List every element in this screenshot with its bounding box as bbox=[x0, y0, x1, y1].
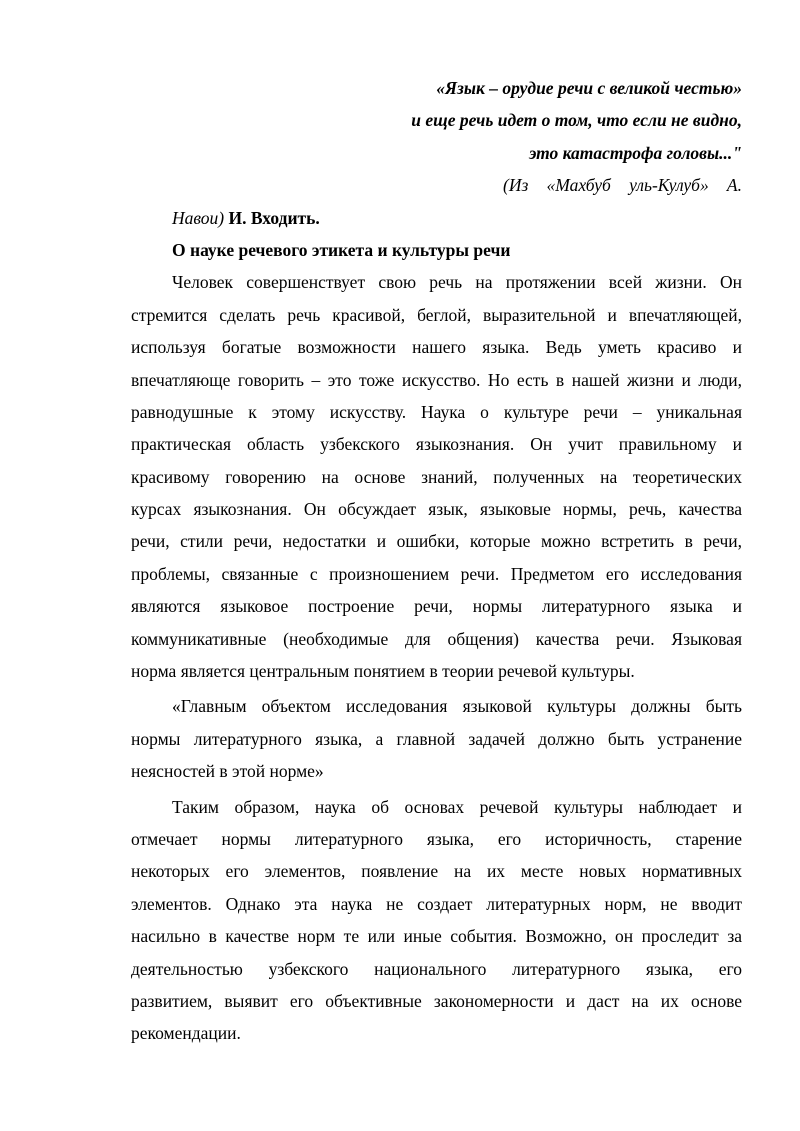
paragraph-line: деятельностью узбекского национального литературного языка, его bbox=[131, 958, 742, 979]
paragraph-line: практическая область узбекского языкознания. Он учит правильному и bbox=[131, 434, 742, 455]
paragraph-line: равнодушные к этому искусству. Наука о культуре речи – уникальная bbox=[131, 401, 742, 422]
paragraph-line: Таким образом, наука об основах речевой культуры наблюдает и bbox=[172, 796, 742, 817]
paragraph-line: норма является центральным понятием в теории речевой культуры. bbox=[131, 661, 635, 682]
paragraph-2 bbox=[131, 690, 742, 787]
paragraph-line: развитием, выявит его объективные закономерности и даст на их основе bbox=[131, 990, 742, 1011]
paragraph-line: отмечает нормы литературного языка, его историчность, старение bbox=[131, 828, 742, 849]
epigraph-line-1: «Язык – орудие речи с великой честью» bbox=[436, 78, 742, 98]
epigraph-line-2: и еще речь идет о том, что если не видно, bbox=[411, 110, 742, 131]
epigraph-source-cont: Навои) bbox=[172, 207, 225, 228]
paragraph-line: некоторых его элементов, появление на их месте новых нормативных bbox=[131, 861, 742, 882]
paragraph-line: являются языковое построение речи, нормы литературного языка и bbox=[131, 596, 742, 617]
paragraph-line: рекомендации. bbox=[131, 1023, 241, 1044]
paragraph-line: впечатляюще говорить – это тоже искусство. Но есть в нашей жизни и люди, bbox=[131, 369, 742, 390]
intro-heading-line bbox=[131, 202, 742, 234]
paragraph-line: стремится сделать речь красивой, беглой, выразительной и впечатляющей, bbox=[131, 304, 742, 325]
paragraph-line: нормы литературного языка, а главной задачей должно быть устранение bbox=[131, 728, 742, 749]
paragraph-line: курсах языкознания. Он обсуждает язык, языковые нормы, речь, качества bbox=[131, 499, 742, 520]
paragraph-line: насильно в качестве норм те или иные события. Возможно, он проследит за bbox=[131, 926, 742, 947]
epigraph-source: (Из «Махбуб уль-Кулуб» А. bbox=[503, 175, 742, 196]
paragraph-line: речи, стили речи, недостатки и ошибки, которые можно встретить в речи, bbox=[131, 531, 742, 552]
paragraph-line: «Главным объектом исследования языковой культуры должны быть bbox=[172, 696, 742, 717]
epigraph-line-3: это катастрофа головы..." bbox=[529, 142, 742, 163]
paragraph-3 bbox=[131, 791, 742, 1050]
paragraph-line: красивому говорению на основе знаний, полученных на теоретических bbox=[131, 466, 742, 487]
paragraph-line: элементов. Однако эта наука не создает литературных норм, не вводит bbox=[131, 893, 742, 914]
paragraph-line: используя богатые возможности нашего языка. Ведь уметь красиво и bbox=[131, 337, 742, 358]
paragraph-1 bbox=[131, 266, 742, 687]
paragraph-line: коммуникативные (необходимые для общения) качества речи. Языковая bbox=[131, 628, 742, 649]
paragraph-line: Человек совершенствует свою речь на протяжении всей жизни. Он bbox=[172, 272, 742, 293]
intro-title: И. Входить. bbox=[228, 207, 320, 228]
document-page bbox=[131, 72, 742, 1050]
paragraph-line: неясностей в этой норме» bbox=[131, 761, 324, 782]
paragraph-line: проблемы, связанные с произношением речи. Предметом его исследования bbox=[131, 563, 742, 584]
section-title: О науке речевого этикета и культуры речи bbox=[172, 239, 511, 260]
